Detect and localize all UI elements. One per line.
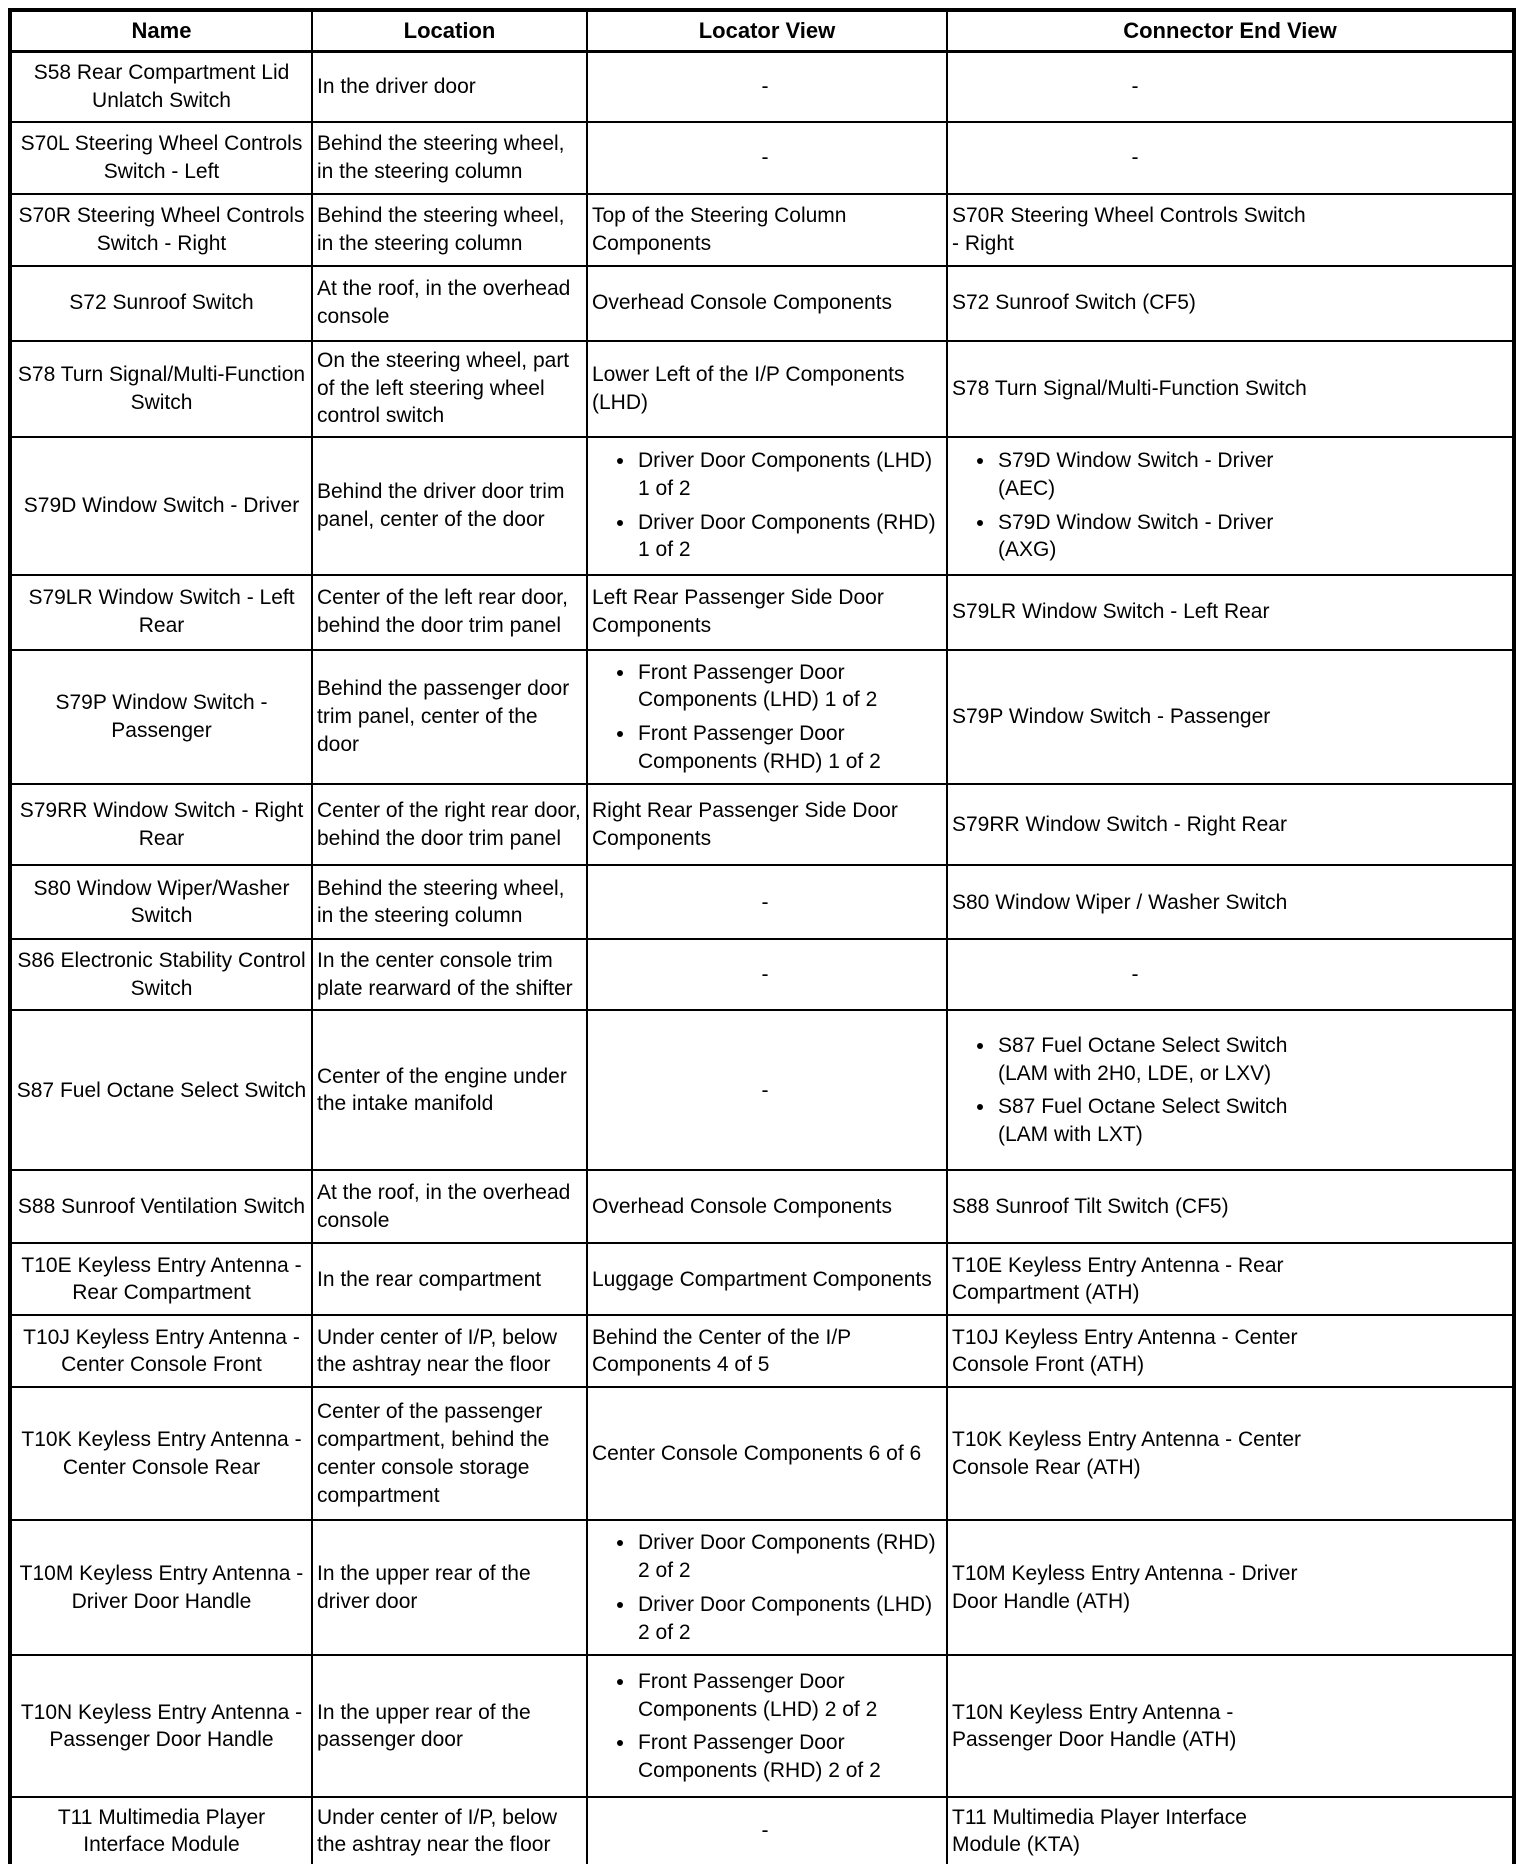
- cell-locator-view: [587, 784, 947, 865]
- cell-locator-view: [587, 650, 947, 785]
- cell-connector-end-view: [947, 1797, 1514, 1864]
- table-row: [10, 194, 1514, 266]
- table-row: [10, 1243, 1514, 1315]
- cell-connector-end-view: [947, 865, 1514, 939]
- cell-connector-end-view-text: T10J Keyless Entry Antenna - Center Console Front (ATH): [952, 1325, 1298, 1377]
- cell-location: Behind the steering wheel, in the steering column: [312, 194, 587, 266]
- dash-placeholder: -: [1131, 145, 1139, 169]
- cell-connector-end-view-text: S70R Steering Wheel Controls Switch - Right: [952, 203, 1306, 255]
- cell-location: In the upper rear of the passenger door: [312, 1655, 587, 1797]
- cell-name: T11 Multimedia Player Interface Module: [10, 1797, 312, 1864]
- cell-connector-end-view: [947, 939, 1514, 1010]
- table-row: [10, 1315, 1514, 1387]
- cell-locator-view-text: Left Rear Passenger Side Door Components: [592, 586, 884, 637]
- table-row: [10, 1010, 1514, 1170]
- dash-placeholder: -: [761, 1819, 769, 1843]
- cell-name: S86 Electronic Stability Control Switch: [10, 939, 312, 1010]
- cell-connector-end-view-text: S78 Turn Signal/Multi-Function Switch: [952, 376, 1307, 400]
- column-header-locator-view: Locator View: [587, 10, 947, 52]
- dash-placeholder: -: [761, 74, 769, 98]
- cell-location: Behind the steering wheel, in the steering column: [312, 865, 587, 939]
- cell-name: S72 Sunroof Switch: [10, 266, 312, 341]
- cell-locator-view: [587, 1170, 947, 1243]
- cell-location: Center of the engine under the intake manifold: [312, 1010, 587, 1170]
- table-row: [10, 266, 1514, 341]
- cell-connector-end-view-text: T10M Keyless Entry Antenna - Driver Door Handle (ATH): [952, 1562, 1298, 1613]
- cell-connector-end-view-list: [952, 1032, 1318, 1149]
- table-row: [10, 1655, 1514, 1797]
- bullet-list-item: • S79D Window Switch - Driver (AEC): [996, 447, 1318, 502]
- cell-name: T10E Keyless Entry Antenna - Rear Compartment: [10, 1243, 312, 1315]
- cell-locator-view: [587, 341, 947, 437]
- bullet-list-item: • Front Passenger Door Components (RHD) 1 of 2: [636, 720, 938, 775]
- bullet-list: [952, 1032, 1318, 1149]
- bullet-list: [592, 447, 938, 564]
- cell-location: Behind the driver door trim panel, center of the door: [312, 437, 587, 575]
- component-location-table: [8, 8, 1516, 1864]
- cell-connector-end-view: [947, 1010, 1514, 1170]
- cell-name: S79RR Window Switch - Right Rear: [10, 784, 312, 865]
- cell-location: Center of the left rear door, behind the door trim panel: [312, 575, 587, 650]
- table-row: [10, 122, 1514, 194]
- cell-locator-view: [587, 194, 947, 266]
- column-header-name: Name: [10, 10, 312, 52]
- cell-name: S79LR Window Switch - Left Rear: [10, 575, 312, 650]
- table-header: [10, 10, 1514, 52]
- bullet-list-item: • Driver Door Components (RHD) 2 of 2: [636, 1529, 938, 1584]
- cell-connector-end-view: [947, 1520, 1514, 1655]
- cell-location: In the center console trim plate rearward of the shifter: [312, 939, 587, 1010]
- bullet-list: [952, 447, 1318, 564]
- cell-locator-view-list: [592, 659, 938, 776]
- cell-locator-view: [587, 1010, 947, 1170]
- cell-connector-end-view: [947, 784, 1514, 865]
- cell-locator-view-list: [592, 1529, 938, 1646]
- cell-locator-view-text: Luggage Compartment Components: [592, 1267, 932, 1291]
- bullet-list-item: • Front Passenger Door Components (RHD) 2 of 2: [636, 1729, 938, 1784]
- cell-locator-view: [587, 1797, 947, 1864]
- table-row: [10, 784, 1514, 865]
- cell-connector-end-view: [947, 650, 1514, 785]
- cell-locator-view: [587, 865, 947, 939]
- cell-connector-end-view-list: [952, 447, 1318, 564]
- bullet-list-item: • Driver Door Components (RHD) 1 of 2: [636, 509, 938, 564]
- table-row: [10, 1520, 1514, 1655]
- cell-name: T10J Keyless Entry Antenna - Center Console Front: [10, 1315, 312, 1387]
- cell-location: In the rear compartment: [312, 1243, 587, 1315]
- cell-connector-end-view-text: S88 Sunroof Tilt Switch (CF5): [952, 1195, 1229, 1219]
- cell-name: S79P Window Switch - Passenger: [10, 650, 312, 785]
- cell-locator-view-list: [592, 447, 938, 564]
- cell-connector-end-view-text: T10N Keyless Entry Antenna - Passenger Door Handle (ATH): [952, 1700, 1237, 1752]
- cell-locator-view: [587, 1655, 947, 1797]
- cell-locator-view-list: [592, 1668, 938, 1785]
- dash-placeholder: -: [761, 1078, 769, 1102]
- cell-connector-end-view-text: S79P Window Switch - Passenger: [952, 705, 1271, 729]
- cell-locator-view-text: Top of the Steering Column Components: [592, 203, 847, 255]
- cell-connector-end-view: [947, 52, 1514, 122]
- bullet-list-item: • S87 Fuel Octane Select Switch (LAM with 2H0, LDE, or LXV): [996, 1032, 1318, 1087]
- table-row: [10, 52, 1514, 122]
- cell-connector-end-view: [947, 1315, 1514, 1387]
- cell-location: At the roof, in the overhead console: [312, 1170, 587, 1243]
- cell-connector-end-view-text: S79RR Window Switch - Right Rear: [952, 813, 1287, 837]
- cell-location: Under center of I/P, below the ashtray near the floor: [312, 1315, 587, 1387]
- dash-placeholder: -: [1131, 963, 1139, 987]
- table-row: [10, 939, 1514, 1010]
- cell-locator-view: [587, 266, 947, 341]
- cell-connector-end-view: [947, 1243, 1514, 1315]
- table-row: [10, 865, 1514, 939]
- cell-name: S87 Fuel Octane Select Switch: [10, 1010, 312, 1170]
- cell-locator-view: [587, 1387, 947, 1520]
- cell-connector-end-view: [947, 122, 1514, 194]
- cell-name: S79D Window Switch - Driver: [10, 437, 312, 575]
- cell-locator-view: [587, 1520, 947, 1655]
- dash-placeholder: -: [761, 963, 769, 987]
- bullet-list-item: • Front Passenger Door Components (LHD) 2 of 2: [636, 1668, 938, 1723]
- cell-connector-end-view: [947, 194, 1514, 266]
- cell-connector-end-view: [947, 575, 1514, 650]
- cell-location: On the steering wheel, part of the left steering wheel control switch: [312, 341, 587, 437]
- cell-connector-end-view: [947, 1655, 1514, 1797]
- cell-name: T10M Keyless Entry Antenna - Driver Door Handle: [10, 1520, 312, 1655]
- table-row: [10, 1387, 1514, 1520]
- cell-name: S70R Steering Wheel Controls Switch - Right: [10, 194, 312, 266]
- cell-connector-end-view-text: S72 Sunroof Switch (CF5): [952, 291, 1196, 315]
- cell-name: S70L Steering Wheel Controls Switch - Left: [10, 122, 312, 194]
- cell-locator-view-text: Center Console Components 6 of 6: [592, 1442, 922, 1466]
- cell-location: In the driver door: [312, 52, 587, 122]
- cell-connector-end-view: [947, 1170, 1514, 1243]
- cell-locator-view: [587, 1315, 947, 1387]
- cell-locator-view-text: Overhead Console Components: [592, 1195, 893, 1219]
- table-row: [10, 1797, 1514, 1864]
- dash-placeholder: -: [1131, 74, 1139, 98]
- bullet-list: [592, 1529, 938, 1646]
- cell-locator-view: [587, 122, 947, 194]
- table-row: [10, 437, 1514, 575]
- table-row: [10, 650, 1514, 785]
- cell-connector-end-view-text: T11 Multimedia Player Interface Module (KTA): [952, 1805, 1247, 1857]
- cell-locator-view-text: Behind the Center of the I/P Components 4 of 5: [592, 1325, 851, 1377]
- cell-connector-end-view: [947, 341, 1514, 437]
- dash-placeholder: -: [761, 145, 769, 169]
- cell-location: In the upper rear of the driver door: [312, 1520, 587, 1655]
- table-body: [10, 52, 1514, 1864]
- cell-location: At the roof, in the overhead console: [312, 266, 587, 341]
- cell-connector-end-view-text: T10E Keyless Entry Antenna - Rear Compartment (ATH): [952, 1253, 1284, 1305]
- bullet-list: [592, 1668, 938, 1785]
- cell-connector-end-view: [947, 437, 1514, 575]
- bullet-list-item: • S87 Fuel Octane Select Switch (LAM with LXT): [996, 1093, 1318, 1148]
- cell-locator-view-text: Overhead Console Components: [592, 291, 893, 315]
- table-row: [10, 575, 1514, 650]
- cell-locator-view-text: Lower Left of the I/P Components (LHD): [592, 362, 905, 414]
- cell-location: Behind the passenger door trim panel, center of the door: [312, 650, 587, 785]
- cell-name: S58 Rear Compartment Lid Unlatch Switch: [10, 52, 312, 122]
- table-row: [10, 341, 1514, 437]
- column-header-connector-end-view: Connector End View: [947, 10, 1514, 52]
- cell-locator-view: [587, 1243, 947, 1315]
- cell-location: Under center of I/P, below the ashtray near the floor: [312, 1797, 587, 1864]
- cell-connector-end-view: [947, 1387, 1514, 1520]
- cell-location: Center of the right rear door, behind the door trim panel: [312, 784, 587, 865]
- column-header-location: Location: [312, 10, 587, 52]
- cell-locator-view: [587, 437, 947, 575]
- cell-name: T10K Keyless Entry Antenna - Center Console Rear: [10, 1387, 312, 1520]
- cell-locator-view: [587, 575, 947, 650]
- cell-name: T10N Keyless Entry Antenna - Passenger Door Handle: [10, 1655, 312, 1797]
- cell-connector-end-view: [947, 266, 1514, 341]
- bullet-list-item: • S79D Window Switch - Driver (AXG): [996, 509, 1318, 564]
- bullet-list-item: • Driver Door Components (LHD) 1 of 2: [636, 447, 938, 502]
- cell-name: S88 Sunroof Ventilation Switch: [10, 1170, 312, 1243]
- cell-name: S80 Window Wiper/Washer Switch: [10, 865, 312, 939]
- cell-location: Behind the steering wheel, in the steering column: [312, 122, 587, 194]
- cell-connector-end-view-text: T10K Keyless Entry Antenna - Center Console Rear (ATH): [952, 1428, 1302, 1479]
- cell-locator-view: [587, 939, 947, 1010]
- table-row: [10, 1170, 1514, 1243]
- header-row: [10, 10, 1514, 52]
- bullet-list-item: • Front Passenger Door Components (LHD) 1 of 2: [636, 659, 938, 714]
- bullet-list-item: • Driver Door Components (LHD) 2 of 2: [636, 1591, 938, 1646]
- cell-locator-view: [587, 52, 947, 122]
- bullet-list: [592, 659, 938, 776]
- cell-connector-end-view-text: S79LR Window Switch - Left Rear: [952, 600, 1270, 624]
- cell-name: S78 Turn Signal/Multi-Function Switch: [10, 341, 312, 437]
- cell-connector-end-view-text: S80 Window Wiper / Washer Switch: [952, 890, 1288, 914]
- cell-location: Center of the passenger compartment, behind the center console storage compartment: [312, 1387, 587, 1520]
- dash-placeholder: -: [761, 890, 769, 914]
- cell-locator-view-text: Right Rear Passenger Side Door Components: [592, 799, 898, 850]
